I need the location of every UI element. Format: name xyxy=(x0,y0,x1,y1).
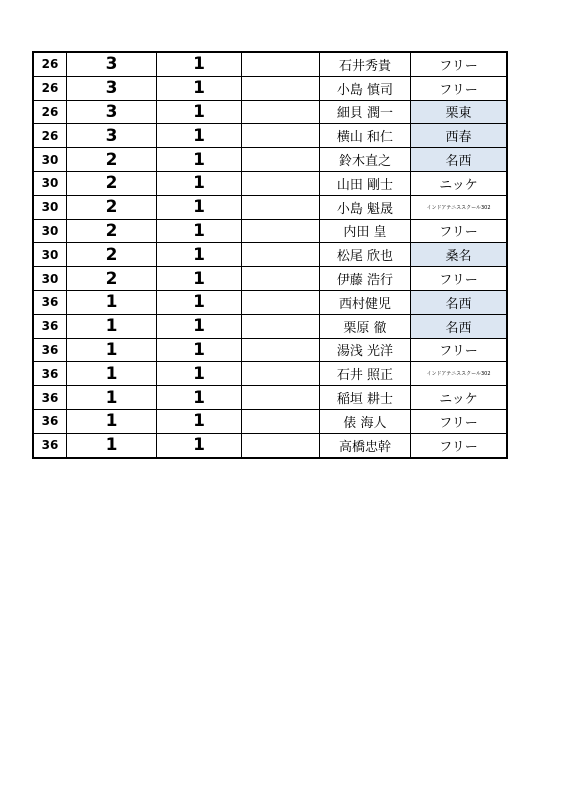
rank-cell: 30 xyxy=(33,219,67,243)
score-a-cell: 3 xyxy=(67,52,157,76)
club-cell: 名西 xyxy=(411,314,508,338)
club-cell: フリー xyxy=(411,409,508,433)
table-row xyxy=(33,433,507,457)
rank-cell: 26 xyxy=(33,124,67,148)
player-name-cell: 山田 剛士 xyxy=(320,171,411,195)
score-b-cell: 1 xyxy=(157,362,242,386)
table-row xyxy=(33,267,507,291)
player-name-cell: 俵 海人 xyxy=(320,409,411,433)
score-a-cell: 2 xyxy=(67,219,157,243)
rank-cell: 26 xyxy=(33,52,67,76)
score-b-cell: 1 xyxy=(157,409,242,433)
player-name-cell: 細貝 潤一 xyxy=(320,100,411,124)
blank-cell xyxy=(242,100,320,124)
results-table xyxy=(32,51,508,459)
rank-cell: 30 xyxy=(33,171,67,195)
rank-cell: 26 xyxy=(33,76,67,100)
rank-cell: 36 xyxy=(33,409,67,433)
blank-cell xyxy=(242,362,320,386)
player-name-cell: 西村健児 xyxy=(320,290,411,314)
score-a-cell: 2 xyxy=(67,148,157,172)
score-a-cell: 1 xyxy=(67,362,157,386)
score-b-cell: 1 xyxy=(157,314,242,338)
table-row xyxy=(33,148,507,172)
blank-cell xyxy=(242,267,320,291)
player-name-cell: 石井秀貴 xyxy=(320,52,411,76)
rank-cell: 36 xyxy=(33,314,67,338)
rank-cell: 36 xyxy=(33,386,67,410)
table-row xyxy=(33,100,507,124)
score-b-cell: 1 xyxy=(157,243,242,267)
table-row xyxy=(33,290,507,314)
club-cell: 名西 xyxy=(411,290,508,314)
score-b-cell: 1 xyxy=(157,219,242,243)
player-name-cell: 鈴木直之 xyxy=(320,148,411,172)
score-a-cell: 1 xyxy=(67,338,157,362)
table-row xyxy=(33,171,507,195)
club-cell: インドアテニススクール302 xyxy=(411,195,508,219)
blank-cell xyxy=(242,148,320,172)
score-a-cell: 3 xyxy=(67,124,157,148)
score-a-cell: 2 xyxy=(67,243,157,267)
blank-cell xyxy=(242,219,320,243)
table-row xyxy=(33,52,507,76)
rank-cell: 30 xyxy=(33,267,67,291)
table-row xyxy=(33,195,507,219)
score-b-cell: 1 xyxy=(157,100,242,124)
score-b-cell: 1 xyxy=(157,52,242,76)
blank-cell xyxy=(242,195,320,219)
player-name-cell: 小島 魁晟 xyxy=(320,195,411,219)
score-a-cell: 1 xyxy=(67,386,157,410)
rank-cell: 26 xyxy=(33,100,67,124)
score-b-cell: 1 xyxy=(157,386,242,410)
club-cell: 栗東 xyxy=(411,100,508,124)
score-a-cell: 1 xyxy=(67,433,157,457)
rank-cell: 36 xyxy=(33,338,67,362)
score-b-cell: 1 xyxy=(157,195,242,219)
player-name-cell: 内田 皇 xyxy=(320,219,411,243)
rank-cell: 36 xyxy=(33,433,67,457)
blank-cell xyxy=(242,76,320,100)
rank-cell: 30 xyxy=(33,148,67,172)
player-name-cell: 石井 照正 xyxy=(320,362,411,386)
rank-cell: 36 xyxy=(33,290,67,314)
score-b-cell: 1 xyxy=(157,267,242,291)
score-b-cell: 1 xyxy=(157,171,242,195)
table-row xyxy=(33,314,507,338)
table-row xyxy=(33,124,507,148)
blank-cell xyxy=(242,124,320,148)
club-cell: 桑名 xyxy=(411,243,508,267)
club-cell: インドアテニススクール302 xyxy=(411,362,508,386)
score-a-cell: 1 xyxy=(67,314,157,338)
player-name-cell: 小島 慎司 xyxy=(320,76,411,100)
blank-cell xyxy=(242,171,320,195)
score-a-cell: 1 xyxy=(67,290,157,314)
results-table-body xyxy=(33,52,507,458)
table-row xyxy=(33,362,507,386)
player-name-cell: 栗原 徹 xyxy=(320,314,411,338)
table-row xyxy=(33,243,507,267)
club-cell: 名西 xyxy=(411,148,508,172)
club-cell: ニッケ xyxy=(411,171,508,195)
score-a-cell: 1 xyxy=(67,409,157,433)
blank-cell xyxy=(242,52,320,76)
club-cell: ニッケ xyxy=(411,386,508,410)
player-name-cell: 高橋忠幹 xyxy=(320,433,411,457)
blank-cell xyxy=(242,386,320,410)
player-name-cell: 松尾 欣也 xyxy=(320,243,411,267)
player-name-cell: 湯浅 光洋 xyxy=(320,338,411,362)
player-name-cell: 稲垣 耕士 xyxy=(320,386,411,410)
blank-cell xyxy=(242,409,320,433)
score-a-cell: 3 xyxy=(67,76,157,100)
club-cell: フリー xyxy=(411,76,508,100)
blank-cell xyxy=(242,338,320,362)
score-b-cell: 1 xyxy=(157,148,242,172)
table-row xyxy=(33,409,507,433)
club-cell: フリー xyxy=(411,338,508,362)
score-a-cell: 3 xyxy=(67,100,157,124)
score-a-cell: 2 xyxy=(67,195,157,219)
score-b-cell: 1 xyxy=(157,338,242,362)
player-name-cell: 横山 和仁 xyxy=(320,124,411,148)
rank-cell: 36 xyxy=(33,362,67,386)
club-cell: フリー xyxy=(411,433,508,457)
table-row xyxy=(33,386,507,410)
score-b-cell: 1 xyxy=(157,124,242,148)
score-b-cell: 1 xyxy=(157,76,242,100)
rank-cell: 30 xyxy=(33,195,67,219)
player-name-cell: 伊藤 浩行 xyxy=(320,267,411,291)
score-b-cell: 1 xyxy=(157,433,242,457)
club-cell: フリー xyxy=(411,267,508,291)
table-row xyxy=(33,338,507,362)
score-a-cell: 2 xyxy=(67,267,157,291)
table-row xyxy=(33,219,507,243)
table-row xyxy=(33,76,507,100)
blank-cell xyxy=(242,433,320,457)
blank-cell xyxy=(242,314,320,338)
club-cell: フリー xyxy=(411,219,508,243)
club-cell: フリー xyxy=(411,52,508,76)
club-cell: 西春 xyxy=(411,124,508,148)
rank-cell: 30 xyxy=(33,243,67,267)
score-b-cell: 1 xyxy=(157,290,242,314)
blank-cell xyxy=(242,243,320,267)
score-a-cell: 2 xyxy=(67,171,157,195)
blank-cell xyxy=(242,290,320,314)
